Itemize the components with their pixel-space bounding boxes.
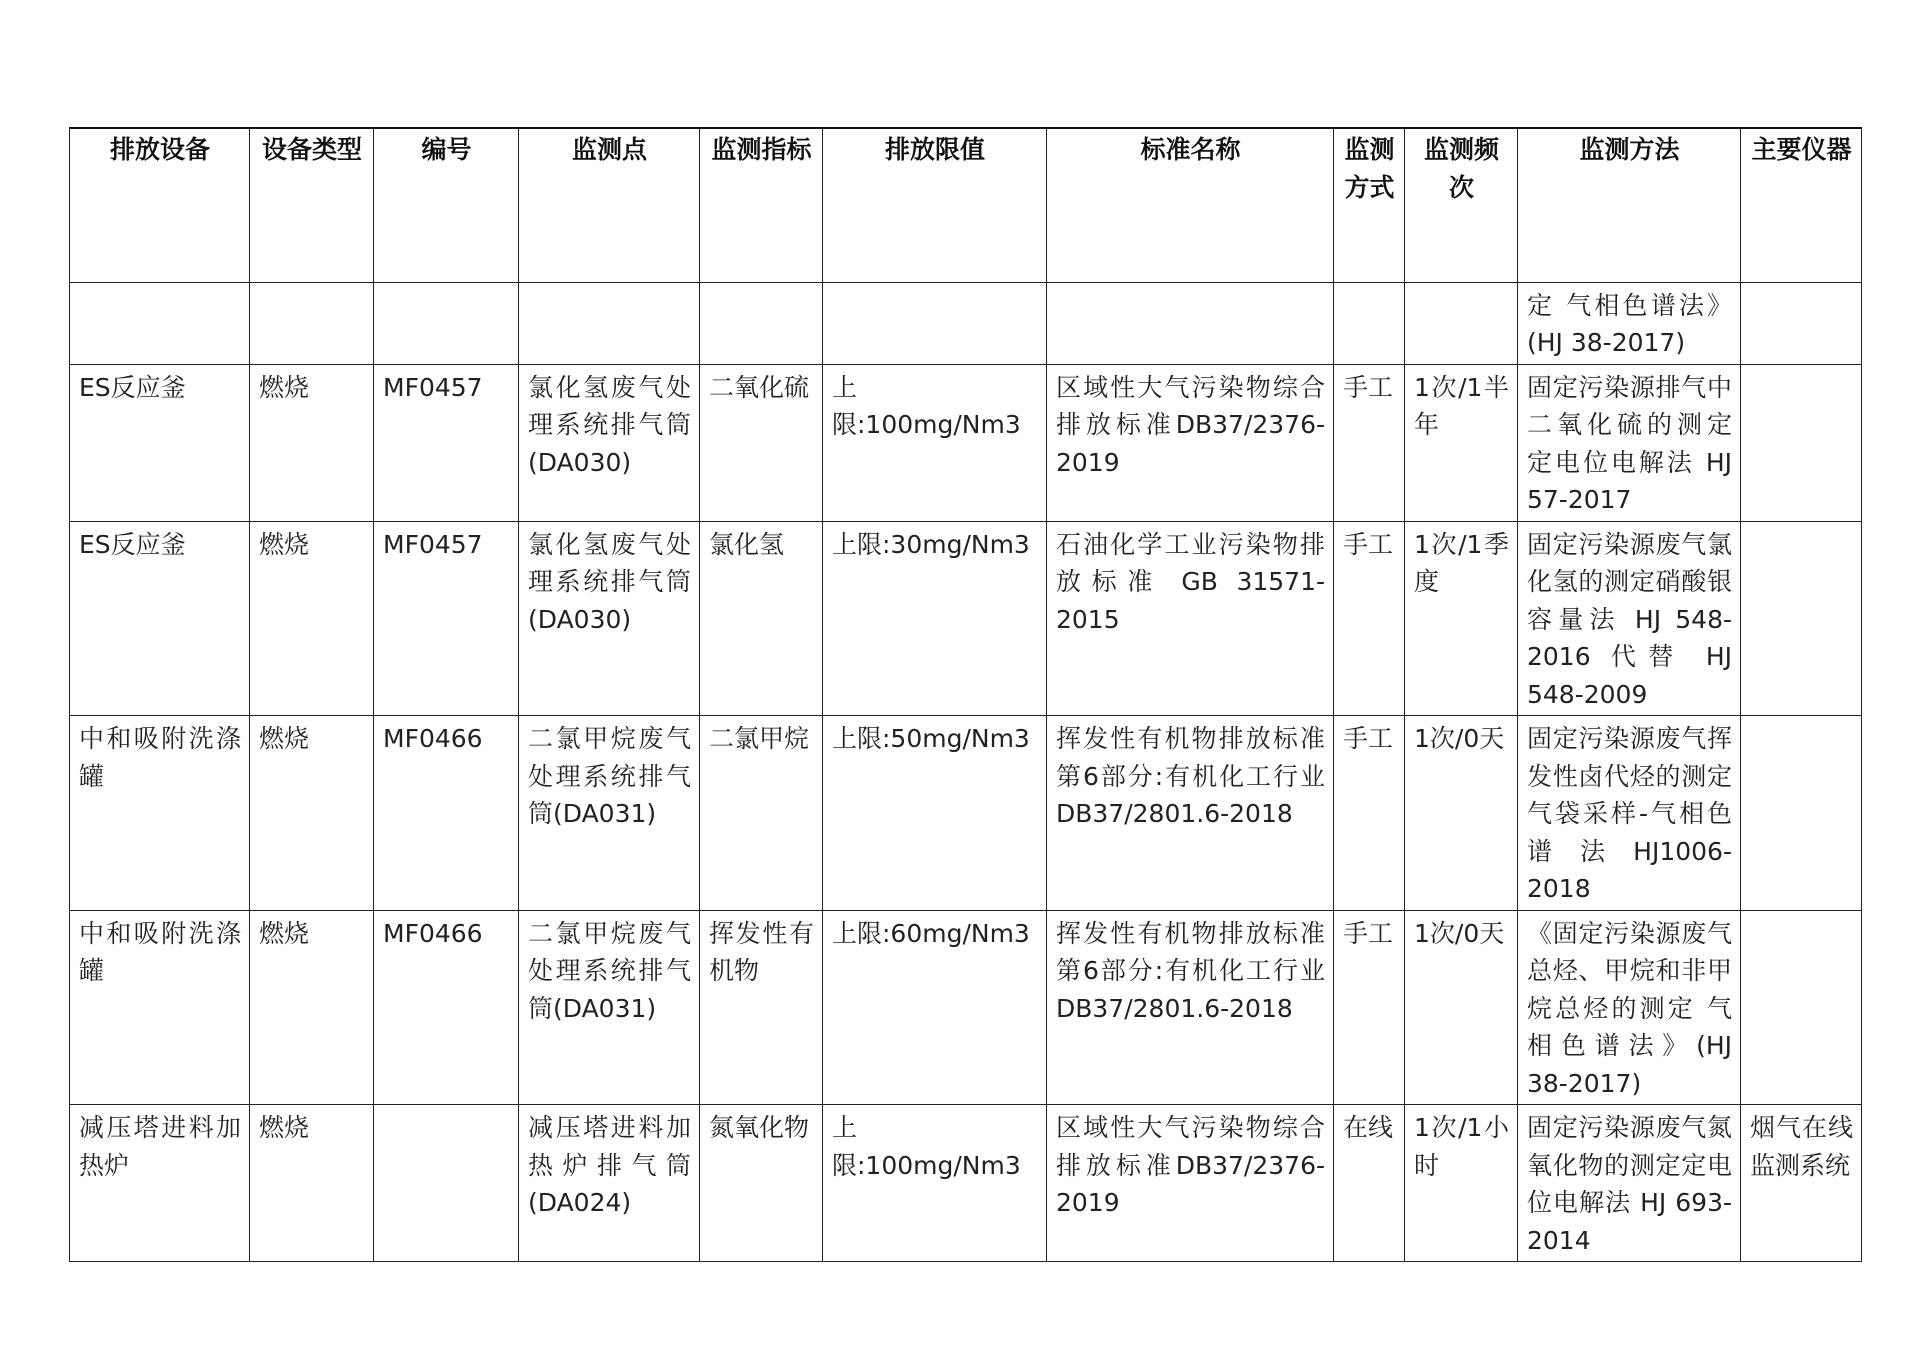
code-cell: MF0457 [374,521,519,716]
type-cell: 燃烧 [250,364,374,521]
table-header-row [70,128,1862,282]
instrument-cell [1741,716,1862,911]
instrument-cell: 烟气在线监测系统 [1741,1105,1862,1262]
limit-cell: 上限:100mg/Nm3 [823,1105,1047,1262]
header-main-instrument: 主要仪器 [1741,128,1862,282]
header-monitoring-point: 监测点 [519,128,700,282]
header-standard-name: 标准名称 [1047,128,1334,282]
point-cell: 氯化氢废气处理系统排气筒(DA030) [519,521,700,716]
instrument-cell [1741,521,1862,716]
standard-cell: 挥发性有机物排放标准第6部分:有机化工行业DB37/2801.6-2018 [1047,716,1334,911]
point-cell: 氯化氢废气处理系统排气筒(DA030) [519,364,700,521]
type-cell: 燃烧 [250,910,374,1105]
indicator-cell [700,282,823,364]
point-cell: 二氯甲烷废气处理系统排气筒(DA031) [519,716,700,911]
code-cell: MF0457 [374,364,519,521]
equipment-cell: 中和吸附洗涤罐 [70,716,250,911]
frequency-cell: 1次/0天 [1405,716,1518,911]
mode-cell: 手工 [1334,521,1405,716]
point-cell: 二氯甲烷废气处理系统排气筒(DA031) [519,910,700,1105]
table-row [70,521,1862,716]
mode-cell: 在线 [1334,1105,1405,1262]
mode-cell [1334,282,1405,364]
limit-cell: 上限:30mg/Nm3 [823,521,1047,716]
table-row [70,282,1862,364]
header-monitoring-mode: 监测方式 [1334,128,1405,282]
indicator-cell: 挥发性有机物 [700,910,823,1105]
equipment-cell: 中和吸附洗涤罐 [70,910,250,1105]
limit-cell [823,282,1047,364]
frequency-cell: 1次/1季度 [1405,521,1518,716]
standard-cell: 石油化学工业污染物排放标准 GB 31571-2015 [1047,521,1334,716]
standard-cell: 区域性大气污染物综合排放标准DB37/2376-2019 [1047,1105,1334,1262]
table-row [70,716,1862,911]
method-cell: 固定污染源排气中二氧化硫的测定 定电位电解法 HJ 57-2017 [1518,364,1741,521]
type-cell: 燃烧 [250,1105,374,1262]
method-cell: 固定污染源废气氮氧化物的测定定电位电解法 HJ 693-2014 [1518,1105,1741,1262]
table-row [70,364,1862,521]
table-row [70,1105,1862,1262]
point-cell: 减压塔进料加热炉排气筒(DA024) [519,1105,700,1262]
equipment-cell: 减压塔进料加热炉 [70,1105,250,1262]
mode-cell: 手工 [1334,910,1405,1105]
indicator-cell: 二氯甲烷 [700,716,823,911]
frequency-cell: 1次/0天 [1405,910,1518,1105]
mode-cell: 手工 [1334,364,1405,521]
monitoring-table [69,127,1862,1262]
method-cell: 定 气相色谱法》(HJ 38-2017) [1518,282,1741,364]
header-equipment-type: 设备类型 [250,128,374,282]
type-cell [250,282,374,364]
equipment-cell: ES反应釜 [70,364,250,521]
table-body [70,282,1862,1262]
indicator-cell: 氯化氢 [700,521,823,716]
frequency-cell [1405,282,1518,364]
indicator-cell: 氮氧化物 [700,1105,823,1262]
header-monitoring-method: 监测方法 [1518,128,1741,282]
limit-cell: 上限:60mg/Nm3 [823,910,1047,1105]
limit-cell: 上限:50mg/Nm3 [823,716,1047,911]
instrument-cell [1741,364,1862,521]
type-cell: 燃烧 [250,716,374,911]
equipment-cell [70,282,250,364]
instrument-cell [1741,282,1862,364]
header-code: 编号 [374,128,519,282]
equipment-cell: ES反应釜 [70,521,250,716]
header-emission-limit: 排放限值 [823,128,1047,282]
header-emission-equipment: 排放设备 [70,128,250,282]
standard-cell [1047,282,1334,364]
code-cell [374,1105,519,1262]
standard-cell: 挥发性有机物排放标准第6部分:有机化工行业DB37/2801.6-2018 [1047,910,1334,1105]
code-cell: MF0466 [374,910,519,1105]
code-cell: MF0466 [374,716,519,911]
point-cell [519,282,700,364]
instrument-cell [1741,910,1862,1105]
type-cell: 燃烧 [250,521,374,716]
limit-cell: 上限:100mg/Nm3 [823,364,1047,521]
frequency-cell: 1次/1半年 [1405,364,1518,521]
table-row [70,910,1862,1105]
header-monitoring-indicator: 监测指标 [700,128,823,282]
standard-cell: 区域性大气污染物综合排放标准DB37/2376-2019 [1047,364,1334,521]
frequency-cell: 1次/1小时 [1405,1105,1518,1262]
code-cell [374,282,519,364]
indicator-cell: 二氧化硫 [700,364,823,521]
method-cell: 《固定污染源废气 总烃、甲烷和非甲烷总烃的测定 气相色谱法》(HJ 38-2017) [1518,910,1741,1105]
method-cell: 固定污染源废气氯化氢的测定硝酸银容量法 HJ 548-2016 代替 HJ 548-2009 [1518,521,1741,716]
mode-cell: 手工 [1334,716,1405,911]
method-cell: 固定污染源废气挥发性卤代烃的测定气袋采样-气相色谱法HJ1006-2018 [1518,716,1741,911]
header-monitoring-frequency: 监测频次 [1405,128,1518,282]
